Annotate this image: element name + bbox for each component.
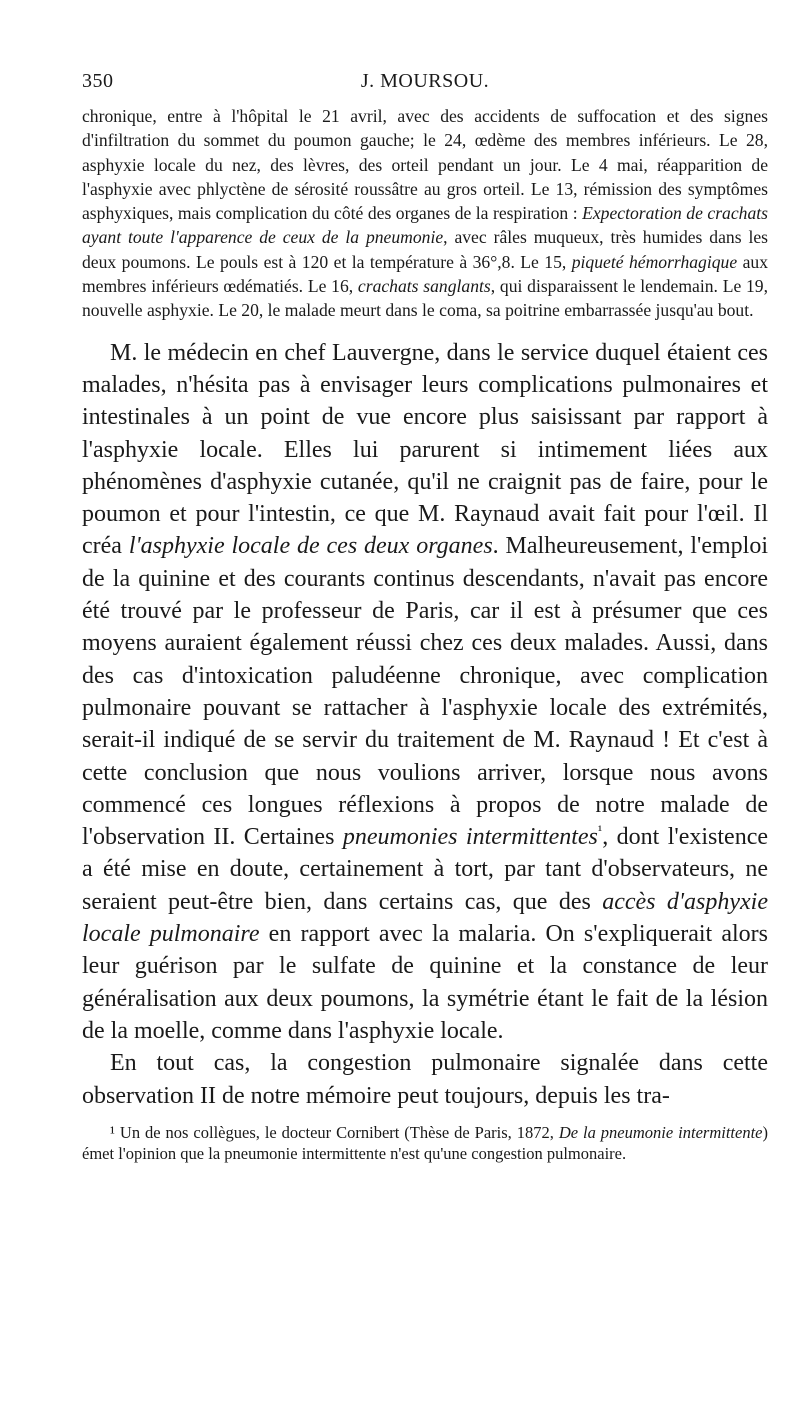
page-number: 350 <box>82 70 114 92</box>
italic-text: De la pneumonie intermittente <box>558 1122 763 1142</box>
text-run: , qui disparaissent le lendemain. Le 19, nouvelle asphyxie. Le 20, le malade meurt dans le coma, sa poitrine embarrassée jusqu'au bout. <box>82 276 769 321</box>
text-run: ¹ Un de nos collègues, le docteur Cornibert (Thèse de Paris, 1872, <box>110 1122 559 1142</box>
footnote <box>82 1122 768 1164</box>
italic-text: Expectoration de crachats ayant toute l'apparence de ceux de la pneumonie <box>82 203 768 248</box>
italic-text: accès d'asphyxie locale pulmonaire <box>82 888 768 948</box>
text-run: , dont l'existence a été mise en doute, certainement à tort, par tant d'observateurs, ne seraient peut-être bien, dans certains cas, que des <box>82 824 768 915</box>
italic-text: pneumonies intermittentes <box>342 824 598 851</box>
running-head: J. MOURSOU. <box>360 70 490 92</box>
italic-text: piqueté hémorrhagique <box>571 251 738 272</box>
book-page <box>82 70 768 1164</box>
main-text <box>82 337 768 1112</box>
text-run: ) émet l'opinion que la pneumonie intermittente n'est qu'une congestion pulmonaire. <box>82 1122 768 1163</box>
page-header <box>82 70 768 104</box>
text-run: En tout cas, la congestion pulmonaire signalée dans cette observation II de notre mémoire peut toujours, depuis les tra- <box>82 1050 768 1109</box>
observation-paragraph <box>82 104 768 323</box>
text-run: chronique, entre à l'hôpital le 21 avril, avec des accidents de suffocation et des signes d'infiltration du sommet du poumon gauche; le 24, œdème des membres inférieurs. Le 28, asphyxie locale du nez, des lèvres, des orteil pendant un jour. Le 4 mai, réapparition de l'asphyxie avec phlyctène de sérosité roussâtre au gros orteil. Le 13, rémission des symptômes asphyxiques, mais complication du côté des organes de la respiration : <box>82 106 768 224</box>
text-run: , avec râles muqueux, très humides dans les deux poumons. Le pouls est à 120 et la température à 36°,8. Le 15, <box>82 227 768 272</box>
italic-text: l'asphyxie locale de ces deux organes <box>128 533 493 560</box>
body-paragraph <box>82 1047 768 1112</box>
footnote-marker: ¹ <box>597 823 603 840</box>
text-run: M. le médecin en chef Lauvergne, dans le service duquel étaient ces malades, n'hésita pas à envisager leurs complications pulmonaires et intestinales à un point de vue encore plus saisissant par rapport à l'asphyxie locale. Elles lui parurent si intimement liées aux phénomènes d'asphyxie cutanée, qu'il ne craignit pas de faire, pour le poumon et pour l'intestin, ce que M. Raynaud avait fait pour l'œil. Il créa <box>82 339 768 560</box>
italic-text: crachats sanglants <box>357 276 491 297</box>
text-run: aux membres inférieurs œdématiés. Le 16, <box>82 251 768 297</box>
text-run: . Malheureusement, l'emploi de la quinine et des courants continus descendants, n'avait pas encore été trouvé par le professeur de Paris, car il est à présumer que ces moyens auraient également réussi chez ces deux malades. Aussi, dans des cas d'intoxication paludéenne chronique, avec complication pulmonaire pouvant se rattacher à l'asphyxie locale des extrémités, serait-il indiqué de se servir du traitement de M. Raynaud ! Et c'est à cette conclusion que nous voulions arriver, lorsque nous avons commencé ces longues réflexions à propos de notre malade de l'observation II. Certaines <box>82 533 768 851</box>
text-run: en rapport avec la malaria. On s'expliquerait alors leur guérison par le sulfate de quinine et la constance de leur généralisation aux deux poumons, la symétrie étant le fait de la lésion de la moelle, comme dans l'asphyxie locale. <box>82 921 768 1044</box>
body-paragraph <box>82 337 768 1048</box>
